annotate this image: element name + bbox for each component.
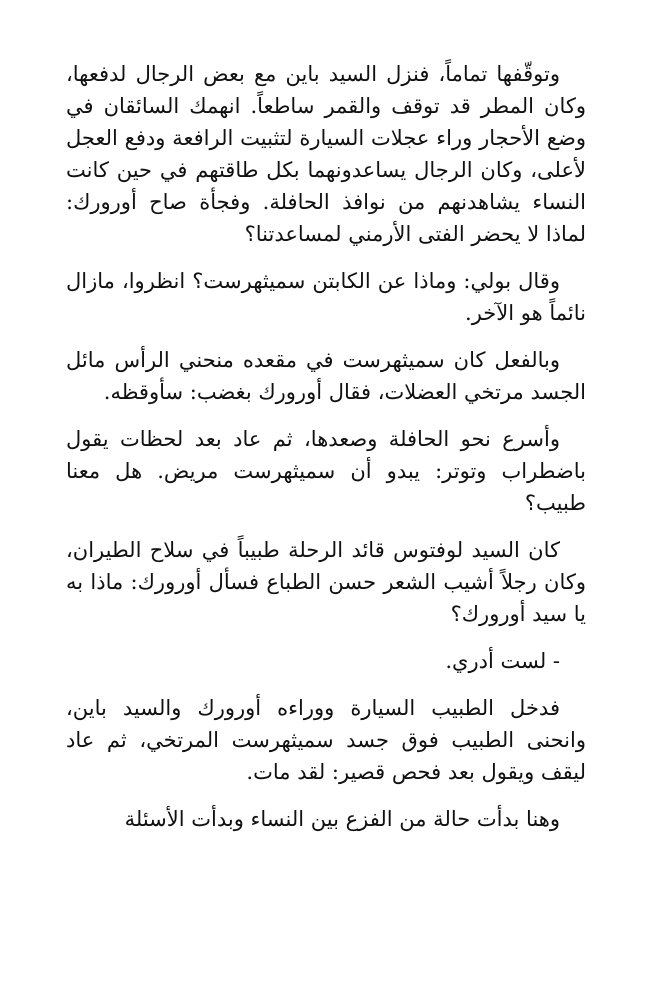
paragraph-smithhurst-seat: وبالفعل كان سميثهرست في مقعده منحني الرأس مائل الجسد مرتخي العضلات، فقال أورورك بغضب: سأوقظه. — [66, 348, 586, 404]
paragraph-orourke-returns: وأسرع نحو الحافلة وصعدها، ثم عاد بعد لحظات يقول باضطراب وتوتر: يبدو أن سميثهرست مريض. هل معنا طبيب؟ — [66, 427, 586, 515]
paragraph-polly-asks: وقال بولي: وماذا عن الكابتن سميثهرست؟ انظروا، مازال نائماً هو الآخر. — [66, 269, 586, 325]
page-text-column — [66, 58, 586, 850]
paragraph-loftus-doctor: كان السيد لوفتوس قائد الرحلة طبيباً في سلاح الطيران، وكان رجلاً أشيب الشعر حسن الطباع فسأل أورورك: ماذا به يا سيد أورورك؟ — [66, 538, 586, 626]
paragraph-doctor-examines: فدخل الطبيب السيارة ووراءه أورورك والسيد باين، وانحنى الطبيب فوق جسد سميثهرست المرتخي، ثم عاد ليقف ويقول بعد فحص قصير: لقد مات. — [66, 696, 586, 784]
paragraph-bus-pushing: وتوقّفها تماماً، فنزل السيد باين مع بعض الرجال لدفعها، وكان المطر قد توقف والقمر ساطعاً. انهمك السائقان في وضع الأحجار وراء عجلات السيارة لتثبيت الرافعة ودفع العجل لأعلى، وكان الرجال يساعدونهما بكل طاقتهم في حين كانت النساء يشاهدنهم من نوافذ الحافلة. وفجأة صاح أورورك: لماذا لا يحضر الفتى الأرمني لمساعدتنا؟ — [66, 62, 586, 246]
paragraph-panic-begins: وهنا بدأت حالة من الفزع بين النساء وبدأت الأسئلة — [124, 807, 560, 831]
paragraph-dialogue-dont-know: - لست أدري. — [445, 649, 560, 673]
